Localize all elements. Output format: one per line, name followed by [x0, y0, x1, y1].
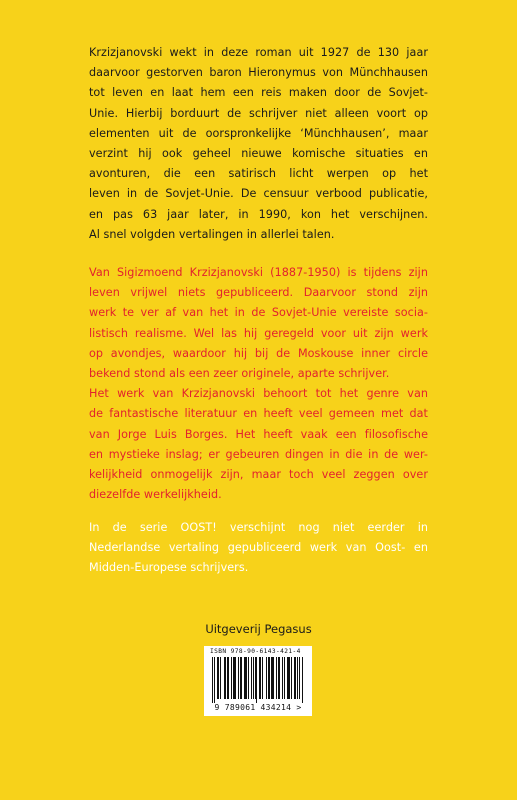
text-line: en pas 63 jaar later, in 1990, kon het verschijnen.	[89, 207, 428, 221]
barcode-bar	[266, 657, 267, 699]
text-line: op avondjes, waardoor hij bij de Moskouse inner circle	[89, 346, 428, 360]
barcode-bar	[225, 657, 226, 699]
barcode-bar	[224, 657, 225, 699]
barcode-bar	[273, 657, 274, 699]
text-line: van Jorge Luis Borges. Het heeft vaak een filosofische	[89, 427, 428, 441]
barcode-digits: 9 789061 434214 >	[214, 703, 302, 712]
barcode-bar	[251, 657, 252, 699]
text-line: Al snel volgden vertalingen in allerlei talen.	[89, 227, 335, 241]
barcode-bar	[256, 657, 257, 703]
text-line: Krzizjanovski wekt in deze roman uit 1927 de 130 jaar	[89, 46, 428, 59]
barcode-bar	[227, 657, 228, 699]
text-line: kelijkheid onmogelijk zijn, maar toch veel zeggen over	[89, 468, 428, 482]
text-line: listisch realisme. Wel las hij geregeld voor uit zijn werk	[89, 326, 428, 340]
author-bio-paragraph	[89, 263, 428, 505]
barcode-bar	[255, 657, 256, 699]
text-line: elementen uit de oorspronkelijke ‘Münchhausen’, maar	[89, 126, 428, 140]
text-line: leven in de Sovjet-Unie. De censuur verbood publicatie,	[89, 187, 428, 201]
barcode-icon	[212, 657, 304, 703]
text-line: Unie. Hierbij borduurt de schrijver niet alleen voort op	[89, 106, 428, 120]
barcode-bar	[228, 657, 229, 699]
barcode-bar	[259, 657, 260, 699]
barcode-bar	[272, 657, 273, 699]
barcode-bar	[276, 657, 277, 699]
text-line: en mystieke inslag; er gebeuren dingen in die in de wer-	[89, 447, 428, 461]
barcode-bar	[278, 657, 279, 699]
text-line: Nederlandse vertaling gepubliceerd werk van Oost- en	[89, 541, 428, 555]
barcode-bar	[268, 657, 269, 699]
text-line: bekend stond als een zeer originele, aparte schrijver.	[89, 367, 390, 381]
barcode-bar	[299, 657, 300, 699]
barcode-bar	[248, 657, 249, 699]
barcode-bar	[234, 657, 235, 699]
text-line: Van Sigizmoend Krzizjanovski (1887-1950) is tijdens zijn	[89, 266, 428, 279]
barcode-bar	[269, 657, 270, 699]
barcode-bar	[302, 657, 303, 703]
barcode-bar	[214, 657, 215, 703]
barcode-bar	[217, 657, 218, 699]
barcode-bar	[231, 657, 232, 699]
barcode-bar	[212, 657, 213, 703]
barcode-bar	[235, 657, 236, 699]
barcode-bar	[241, 657, 242, 699]
publisher-name: Uitgeverij Pegasus	[205, 622, 312, 636]
text-line: tot leven en laat hem een reis maken door de Sovjet-	[89, 86, 428, 100]
barcode-bar	[253, 657, 254, 699]
barcode-bar	[246, 657, 247, 699]
text-line: Het werk van Krzizjanovski behoort tot het genre van	[89, 387, 428, 401]
barcode-bar	[245, 657, 246, 699]
barcode-bar	[288, 657, 289, 699]
text-line: werk te ver af van het in de Sovjet-Unie vereiste socia-	[89, 306, 428, 320]
text-line: de fantastische literatuur en heeft veel gemeen met dat	[89, 407, 428, 421]
text-line: diezelfde werkelijkheid.	[89, 488, 222, 502]
barcode-bar	[284, 657, 285, 699]
barcode-bar	[282, 657, 283, 699]
isbn-label: ISBN 978-90-6143-421-4	[210, 648, 301, 655]
text-line: Midden-Europese schrijvers.	[89, 561, 249, 575]
barcode-bar	[295, 657, 296, 699]
barcode-bar	[218, 657, 219, 699]
barcode-bar	[297, 657, 298, 699]
barcode-bar	[244, 657, 245, 699]
barcode-bar	[294, 657, 295, 699]
barcode-bar	[240, 657, 241, 699]
barcode-bar	[287, 657, 288, 699]
barcode-bar	[233, 657, 234, 699]
text-line: leven vrijwel niets gepubliceerd. Daarvoor stond zijn	[89, 286, 428, 300]
barcode-bar	[220, 657, 221, 699]
barcode-bar	[279, 657, 280, 699]
barcode-bar	[260, 657, 261, 699]
barcode-bar	[262, 657, 263, 699]
text-line: verzint hij ook geheel nieuwe komische situaties en	[89, 147, 428, 161]
synopsis-paragraph	[89, 43, 428, 245]
text-line: In de serie OOST! verschijnt nog niet eerder in	[89, 521, 428, 534]
barcode-bar	[238, 657, 239, 699]
barcode-bar	[271, 657, 272, 699]
barcode-bar	[289, 657, 290, 699]
series-paragraph	[89, 518, 428, 579]
text-line: daarvoor gestorven baron Hieronymus von Münchhausen	[89, 66, 428, 80]
text-line: avonturen, die een satirisch licht werpen op het	[89, 167, 428, 181]
barcode-bar	[291, 657, 292, 699]
